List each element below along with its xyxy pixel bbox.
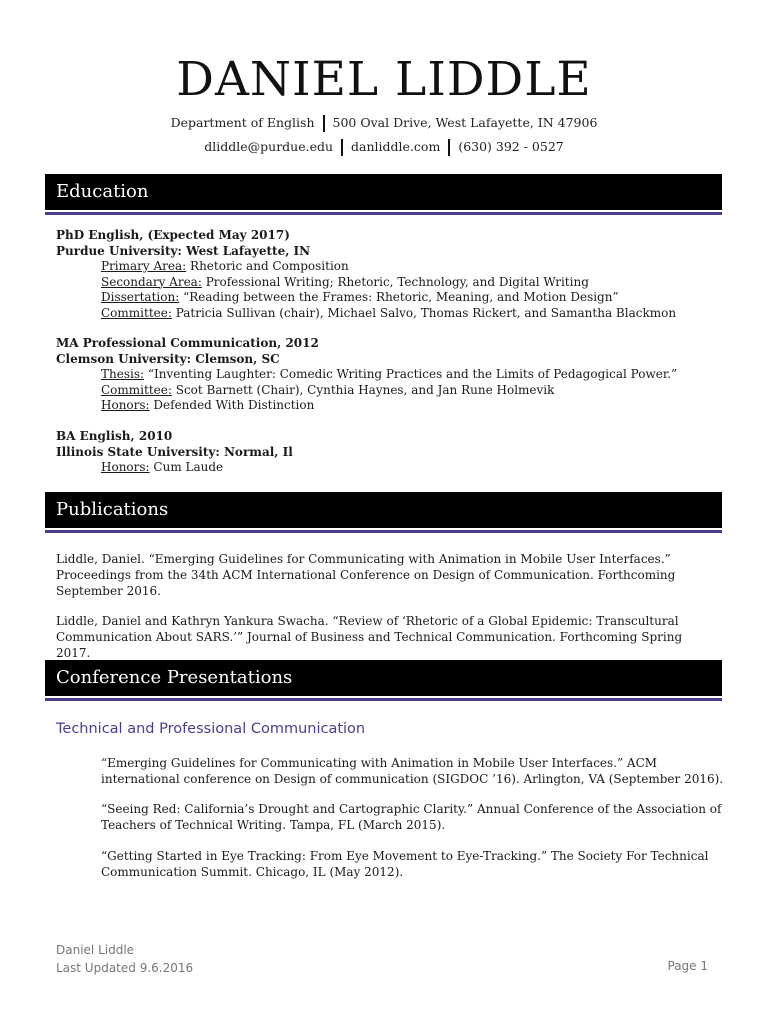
- education-ma: [56, 336, 677, 414]
- detail-line: Committee: Scot Barnett (Chair), Cynthia Haynes, and Jan Rune Holmevik: [101, 382, 555, 397]
- detail-line: Dissertation: “Reading between the Frames: Rhetoric, Meaning, and Motion Design”: [101, 290, 619, 304]
- detail-line: Honors: Defended With Distinction: [101, 398, 315, 412]
- school: Purdue University: West Lafayette, IN: [56, 243, 311, 258]
- website: danliddle.com: [351, 139, 441, 154]
- degree: MA Professional Communication, 2012: [56, 336, 319, 350]
- address: 500 Oval Drive, West Lafayette, IN 47906: [332, 115, 598, 130]
- cv-name: DANIEL LIDDLE: [176, 52, 592, 107]
- degree: BA English, 2010: [56, 429, 173, 443]
- phone: (630) 392 - 0527: [458, 139, 564, 154]
- detail-line: Primary Area: Rhetoric and Composition: [101, 259, 349, 273]
- school: Clemson University: Clemson, SC: [56, 351, 280, 366]
- contact-line-2: [0, 139, 768, 156]
- detail-line: Thesis: “Inventing Laughter: Comedic Writing Practices and the Limits of Pedagogical Power.”: [101, 367, 678, 381]
- footer-name: Daniel Liddle: [56, 943, 135, 957]
- section-education-heading: Education: [45, 174, 722, 210]
- presentation-item: “Getting Started in Eye Tracking: From Eye Movement to Eye-Tracking.” The Society For Technical Communication Summit. Chicago, IL (May 2012).: [101, 849, 709, 879]
- detail-line: Secondary Area: Professional Writing; Rhetoric, Technology, and Digital Writing: [101, 274, 589, 289]
- section-divider: [45, 698, 722, 701]
- section-publications-heading: Publications: [45, 492, 722, 528]
- divider: [323, 115, 325, 132]
- section-divider: [45, 530, 722, 533]
- publication-item: Liddle, Daniel. “Emerging Guidelines for Communicating with Animation in Mobile User Interfaces.” Proceedings from the 34th ACM International Conference on Design of Communication. Forthcoming September 2016.: [56, 552, 676, 598]
- footer-left: [56, 941, 193, 977]
- department: Department of English: [170, 115, 315, 130]
- page-number: Page 1: [667, 959, 708, 973]
- detail-line: Honors: Cum Laude: [101, 460, 224, 474]
- detail-line: Committee: Patricia Sullivan (chair), Michael Salvo, Thomas Rickert, and Samantha Blackmon: [101, 305, 677, 320]
- divider: [448, 139, 450, 156]
- publication-item: Liddle, Daniel and Kathryn Yankura Swacha. “Review of ‘Rhetoric of a Global Epidemic: Transcultural Communication About SARS.’” Journal of Business and Technical Communication. Forthcoming Spring 2017.: [56, 614, 683, 660]
- presentation-item: “Emerging Guidelines for Communicating with Animation in Mobile User Interfaces.” ACM international conference on Design of communication (SIGDOC ’16). Arlington, VA (September 2016).: [101, 756, 724, 786]
- divider: [341, 139, 343, 156]
- email: dliddle@purdue.edu: [204, 139, 334, 154]
- conference-subheading: Technical and Professional Communication: [56, 721, 366, 737]
- education-ba: [56, 429, 293, 476]
- contact-line-1: [0, 115, 768, 132]
- degree: PhD English, (Expected May 2017): [56, 228, 290, 242]
- school: Illinois State University: Normal, Il: [56, 444, 293, 459]
- footer-updated: Last Updated 9.6.2016: [56, 961, 194, 975]
- education-phd: [56, 228, 676, 321]
- section-conferences-heading: Conference Presentations: [45, 660, 722, 696]
- presentation-item: “Seeing Red: California’s Drought and Cartographic Clarity.” Annual Conference of the Association of Teachers of Technical Writing. Tampa, FL (March 2015).: [101, 802, 722, 832]
- section-divider: [45, 212, 722, 215]
